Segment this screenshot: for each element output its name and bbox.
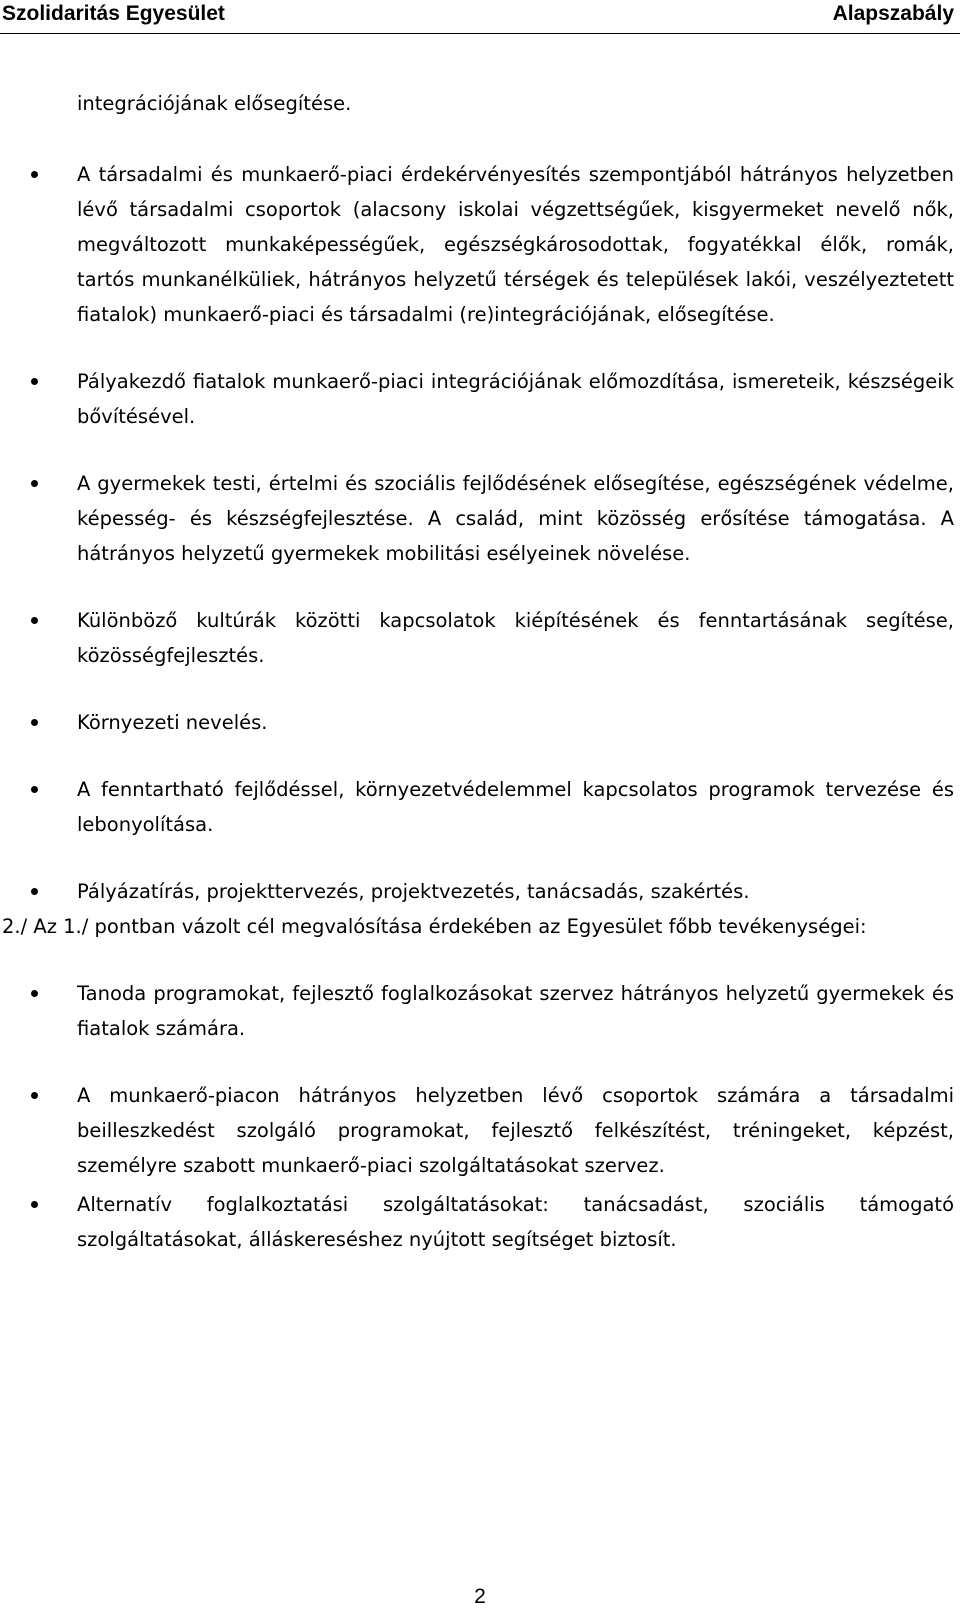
list-item-text: Pályázatírás, projekttervezés, projektvezetés, tanácsadás, szakértés. <box>77 880 750 903</box>
list-item <box>77 1078 954 1183</box>
section-intro: 2./ Az 1./ pontban vázolt cél megvalósítása érdekében az Egyesület főbb tevékenységei: <box>2 915 867 938</box>
list-item <box>77 1187 954 1257</box>
bullet-icon <box>31 1092 38 1099</box>
intro-line: integrációjának elősegítése. <box>77 92 352 115</box>
list-item-text: A fenntartható fejlődéssel, környezetvédelemmel kapcsolatos programok tervezése és lebonyolítása. <box>77 778 954 836</box>
list-item-text: A munkaerő-piacon hátrányos helyzetben lévő csoportok számára a társadalmi beilleszkedést szolgáló programokat, fejlesztő felkészítést, tréningeket, képzést, személyre szabott munkaerő-piaci szolgáltatásokat szervez. <box>77 1084 954 1177</box>
list-item <box>77 466 954 571</box>
list-item-text: A társadalmi és munkaerő-piaci érdekérvényesítés szempontjából hátrányos helyzetben lévő társadalmi csoportok (alacsony iskolai végzettségűek, kisgyermeket nevelő nők, megváltozott munkaképességűek, egészségkárosodottak, fogyatékkal élők, romák, tartós munkanélküliek, hátrányos helyzetű térségek és települések lakói, veszélyeztetett fiatalok) munkaerő-piaci és társadalmi (re)integrációjának, elősegítése. <box>77 163 954 326</box>
bullet-icon <box>31 719 38 726</box>
list-item <box>77 772 954 842</box>
list-item <box>77 364 954 434</box>
list-item-text: Különböző kultúrák közötti kapcsolatok kiépítésének és fenntartásának segítése, közösségfejlesztés. <box>77 609 954 667</box>
bullet-icon <box>31 888 38 895</box>
list-item <box>77 705 954 740</box>
document-body <box>0 86 960 1257</box>
page-header <box>0 0 960 34</box>
bullet-icon <box>31 990 38 997</box>
list-item-text: Környezeti nevelés. <box>77 711 268 734</box>
document-title: Alapszabály <box>832 2 954 25</box>
bullet-icon <box>31 480 38 487</box>
list-item <box>77 157 954 332</box>
bullet-icon <box>31 617 38 624</box>
bullet-icon <box>31 1201 38 1208</box>
list-item <box>77 874 954 909</box>
list-item <box>77 976 954 1046</box>
list-item <box>77 603 954 673</box>
list-item-text: Alternatív foglalkoztatási szolgáltatásokat: tanácsadást, szociális támogató szolgáltatásokat, álláskereséshez nyújtott segítséget biztosít. <box>77 1193 954 1251</box>
list-item-text: Pályakezdő fiatalok munkaerő-piaci integrációjának előmozdítása, ismereteik, készségeik bővítésével. <box>77 370 954 428</box>
list-item-text: Tanoda programokat, fejlesztő foglalkozásokat szervez hátrányos helyzetű gyermekek és fiatalok számára. <box>77 982 954 1040</box>
organization-name: Szolidaritás Egyesület <box>2 2 225 25</box>
bullet-icon <box>31 786 38 793</box>
bullet-icon <box>31 171 38 178</box>
page-number: 2 <box>474 1585 486 1608</box>
list-item-text: A gyermekek testi, értelmi és szociális fejlődésének elősegítése, egészségének védelme, képesség- és készségfejlesztése. A család, mint közösség erősítése támogatása. A hátrányos helyzetű gyermekek mobilitási esélyeinek növelése. <box>77 472 954 565</box>
bullet-icon <box>31 378 38 385</box>
